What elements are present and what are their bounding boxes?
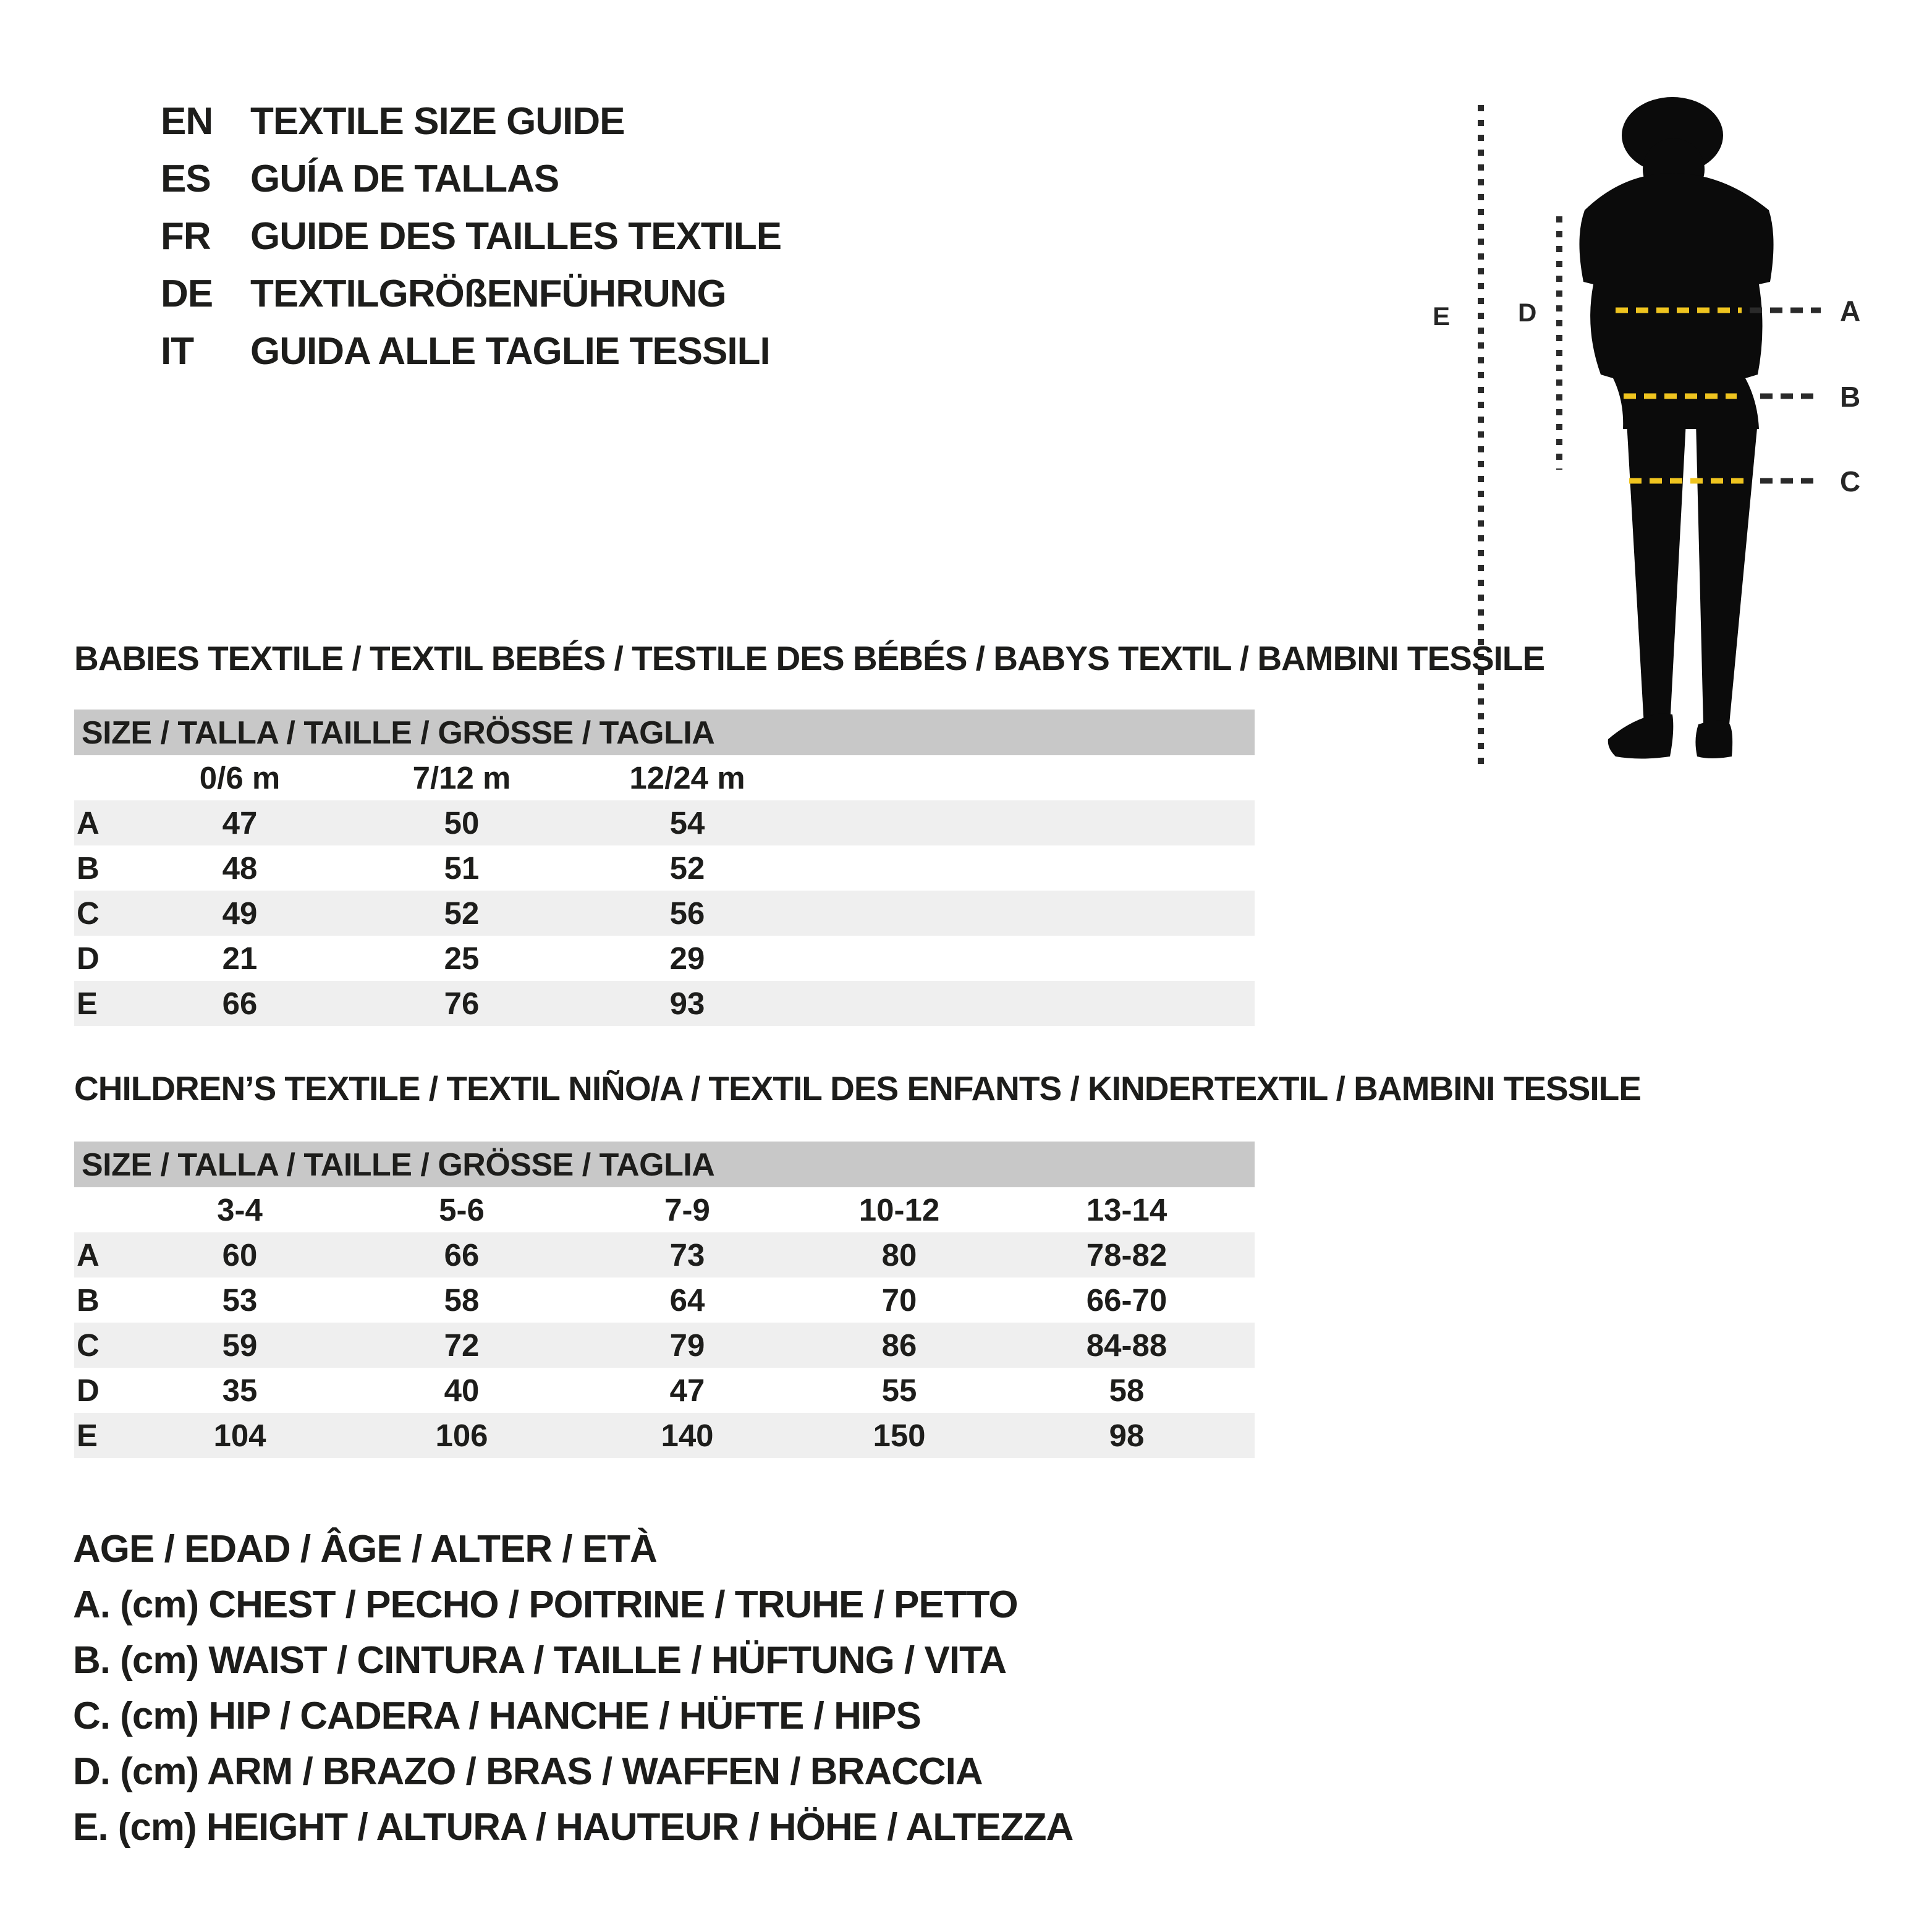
table-cell: 48 (222, 850, 258, 886)
children-section-title: CHILDREN’S TEXTILE / TEXTIL NIÑO/A / TEXTIL DES ENFANTS / KINDERTEXTIL / BAMBINI TESSILE (74, 1069, 1641, 1108)
column-header: 5-6 (439, 1192, 485, 1227)
column-header: 7-9 (664, 1192, 710, 1227)
table-cell: 52 (669, 850, 705, 886)
table-cell: 53 (222, 1282, 258, 1318)
table-cell: 150 (873, 1418, 926, 1453)
table-row (74, 845, 1255, 891)
table-row (74, 1368, 1255, 1413)
row-label: E (77, 986, 98, 1021)
table-cell: 66 (222, 986, 258, 1021)
table-cell: 29 (669, 941, 705, 976)
table-cell: 49 (222, 896, 258, 931)
size-header-bar: SIZE / TALLA / TAILLE / GRÖSSE / TAGLIA (74, 710, 1255, 755)
legend-line: AGE / EDAD / ÂGE / ALTER / ETÀ (73, 1528, 657, 1570)
size-header-bar: SIZE / TALLA / TAILLE / GRÖSSE / TAGLIA (74, 1142, 1255, 1187)
table-cell: 72 (444, 1328, 480, 1363)
table-row (74, 1413, 1255, 1458)
table-row (74, 936, 1255, 981)
table-row (74, 1232, 1255, 1277)
language-code: IT (161, 330, 194, 373)
table-cell: 86 (881, 1328, 917, 1363)
figure-label-a: A (1840, 295, 1861, 327)
table-cell: 80 (881, 1237, 917, 1273)
row-label: D (77, 1373, 100, 1408)
child-figure-icon (1579, 97, 1773, 759)
table-cell: 50 (444, 805, 480, 841)
table-cell: 25 (444, 941, 480, 976)
table-cell: 47 (222, 805, 258, 841)
language-title: GUIDE DES TAILLES TEXTILE (250, 215, 782, 258)
table-cell: 59 (222, 1328, 258, 1363)
babies-size-table (74, 710, 1255, 1026)
table-cell: 64 (669, 1282, 705, 1318)
language-title: TEXTILGRÖßENFÜHRUNG (250, 273, 726, 315)
column-header: 12/24 m (629, 760, 745, 795)
legend-line: B. (cm) WAIST / CINTURA / TAILLE / HÜFTUNG / VITA (73, 1639, 1007, 1682)
legend-line: A. (cm) CHEST / PECHO / POITRINE / TRUHE / PETTO (73, 1583, 1018, 1626)
language-code: EN (161, 100, 213, 143)
table-cell: 79 (669, 1328, 705, 1363)
language-title: GUIDA ALLE TAGLIE TESSILI (250, 330, 770, 373)
table-cell: 35 (222, 1373, 258, 1408)
table-cell: 58 (444, 1282, 480, 1318)
language-title: TEXTILE SIZE GUIDE (250, 100, 625, 143)
table-cell: 58 (1109, 1373, 1145, 1408)
table-cell: 93 (669, 986, 705, 1021)
row-label: B (77, 850, 100, 886)
language-code: FR (161, 215, 211, 258)
table-cell: 54 (669, 805, 705, 841)
size-columns-row (74, 1187, 1255, 1232)
table-cell: 66 (444, 1237, 480, 1273)
column-header: 10-12 (858, 1192, 940, 1227)
figure-label-b: B (1840, 381, 1861, 413)
table-cell: 55 (881, 1373, 917, 1408)
legend-line: C. (cm) HIP / CADERA / HANCHE / HÜFTE / HIPS (73, 1695, 921, 1737)
table-cell: 66-70 (1086, 1282, 1167, 1318)
figure-label-e: E (1433, 302, 1451, 331)
table-cell: 56 (669, 896, 705, 931)
row-label: E (77, 1418, 98, 1453)
table-cell: 60 (222, 1237, 258, 1273)
column-header: 7/12 m (412, 760, 511, 795)
figure-label-d: D (1518, 298, 1537, 327)
table-cell: 21 (222, 941, 258, 976)
legend-line: E. (cm) HEIGHT / ALTURA / HAUTEUR / HÖHE / ALTEZZA (73, 1806, 1074, 1849)
table-cell: 76 (444, 986, 480, 1021)
table-cell: 73 (669, 1237, 705, 1273)
children-size-table (74, 1142, 1255, 1458)
table-row (74, 891, 1255, 936)
table-cell: 84-88 (1086, 1328, 1167, 1363)
table-cell: 140 (661, 1418, 714, 1453)
row-label: A (77, 1237, 100, 1273)
table-cell: 106 (435, 1418, 488, 1453)
table-cell: 40 (444, 1373, 480, 1408)
row-label: C (77, 896, 100, 931)
table-row (74, 1323, 1255, 1368)
table-row (74, 1277, 1255, 1323)
column-header: 13-14 (1086, 1192, 1167, 1227)
language-title: GUÍA DE TALLAS (250, 158, 559, 200)
row-label: C (77, 1328, 100, 1363)
row-label: B (77, 1282, 100, 1318)
table-cell: 98 (1109, 1418, 1145, 1453)
table-cell: 70 (881, 1282, 917, 1318)
table-cell: 51 (444, 850, 480, 886)
size-columns-row (74, 755, 1255, 800)
table-cell: 78-82 (1086, 1237, 1167, 1273)
column-header: 0/6 m (199, 760, 281, 795)
column-header: 3-4 (217, 1192, 263, 1227)
table-cell: 52 (444, 896, 480, 931)
language-code: ES (161, 158, 211, 200)
figure-label-c: C (1840, 465, 1861, 498)
table-cell: 104 (213, 1418, 266, 1453)
legend-line: D. (cm) ARM / BRAZO / BRAS / WAFFEN / BRACCIA (73, 1750, 983, 1793)
table-row (74, 800, 1255, 845)
table-cell: 47 (669, 1373, 705, 1408)
language-code: DE (161, 273, 213, 315)
row-label: A (77, 805, 100, 841)
row-label: D (77, 941, 100, 976)
table-row (74, 981, 1255, 1026)
babies-section-title: BABIES TEXTILE / TEXTIL BEBÉS / TESTILE DES BÉBÉS / BABYS TEXTIL / BAMBINI TESSILE (74, 639, 1545, 677)
